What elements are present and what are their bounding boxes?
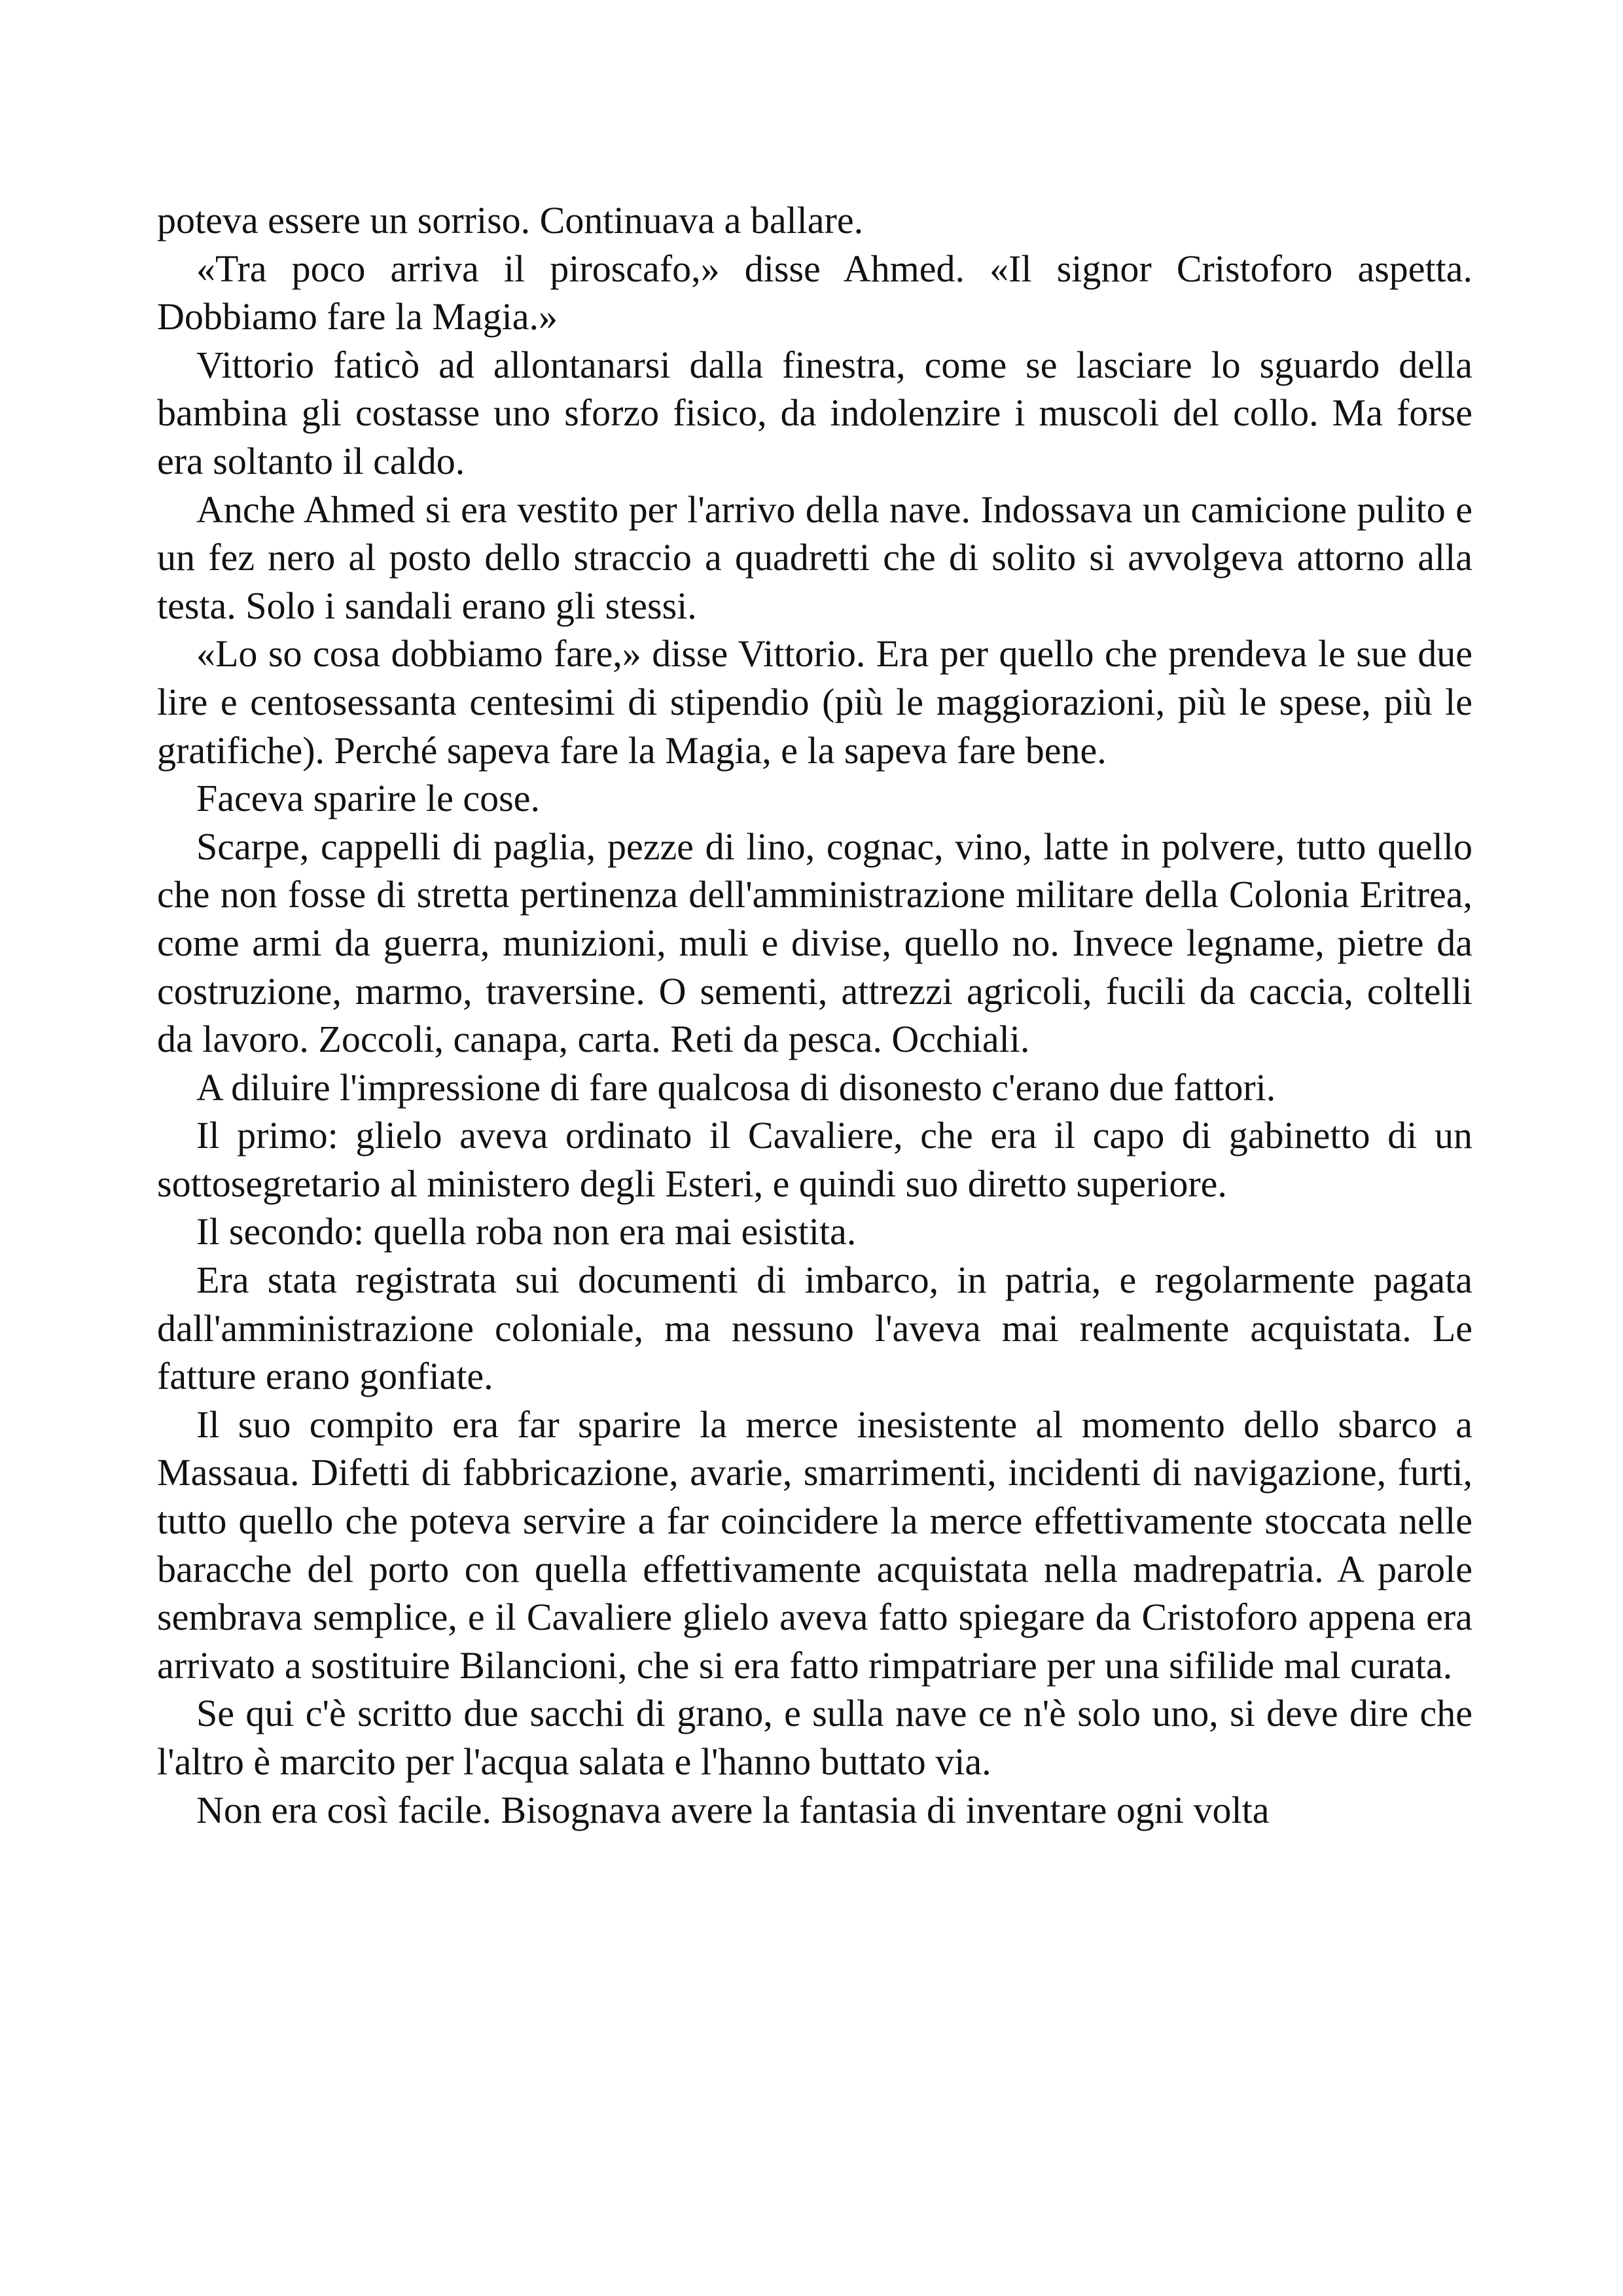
paragraph-10: Il secondo: quella roba non era mai esistita. [196, 1210, 857, 1253]
paragraph-9: Il primo: glielo aveva ordinato il Cavaliere, che era il capo di gabinetto di un sottosegretario al ministero degli Esteri, e quindi suo diretto superiore. [157, 1114, 1472, 1205]
paragraph-13: Se qui c'è scritto due sacchi di grano, e sulla nave ce n'è solo uno, si deve dire che l'altro è marcito per l'acqua salata e l'hanno buttato via. [157, 1692, 1472, 1783]
paragraph-5: «Lo so cosa dobbiamo fare,» disse Vittorio. Era per quello che prendeva le sue due lire e centosessanta centesimi di stipendio (più le maggiorazioni, più le spese, più le gratifiche). Perché sapeva fare la Magia, e la sapeva fare bene. [157, 632, 1472, 772]
paragraph-7: Scarpe, cappelli di paglia, pezze di lino, cognac, vino, latte in polvere, tutto quello che non fosse di stretta pertinenza dell'amministrazione militare della Colonia Eritrea, come armi da guerra, munizioni, muli e divise, quello no. Invece legname, pietre da costruzione, marmo, traversine. O sementi, attrezzi agricoli, fucili da caccia, coltelli da lavoro. Zoccoli, canapa, carta. Reti da pesca. Occhiali. [157, 825, 1472, 1061]
paragraph-12: Il suo compito era far sparire la merce inesistente al momento dello sbarco a Massaua. Difetti di fabbricazione, avarie, smarrimenti, incidenti di navigazione, furti, tutto quello che poteva servire a far coincidere la merce effettivamente stoccata nelle baracche del porto con quella effettivamente acquistata nella madrepatria. A parole sembrava semplice, e il Cavaliere glielo aveva fatto spiegare da Cristoforo appena era arrivato a sostituire Bilancioni, che si era fatto rimpatriare per una sifilide mal curata. [157, 1403, 1472, 1687]
page-text-body [157, 196, 1472, 1834]
paragraph-3: Vittorio faticò ad allontanarsi dalla finestra, come se lasciare lo sguardo della bambina gli costasse uno sforzo fisico, da indolenzire i muscoli del collo. Ma forse era soltanto il caldo. [157, 343, 1472, 482]
paragraph-4: Anche Ahmed si era vestito per l'arrivo della nave. Indossava un camicione pulito e un fez nero al posto dello straccio a quadretti che di solito si avvolgeva attorno alla testa. Solo i sandali erano gli stessi. [157, 488, 1472, 627]
paragraph-1: poteva essere un sorriso. Continuava a ballare. [157, 199, 864, 242]
paragraph-11: Era stata registrata sui documenti di imbarco, in patria, e regolarmente pagata dall'amministrazione coloniale, ma nessuno l'aveva mai realmente acquistata. Le fatture erano gonfiate. [157, 1259, 1472, 1398]
paragraph-6: Faceva sparire le cose. [196, 777, 540, 820]
paragraph-14: Non era così facile. Bisognava avere la fantasia di inventare ogni volta [196, 1788, 1270, 1831]
paragraph-2: «Tra poco arriva il piroscafo,» disse Ahmed. «Il signor Cristoforo aspetta. Dobbiamo fare la Magia.» [157, 247, 1472, 338]
paragraph-8: A diluire l'impressione di fare qualcosa di disonesto c'erano due fattori. [196, 1066, 1276, 1109]
